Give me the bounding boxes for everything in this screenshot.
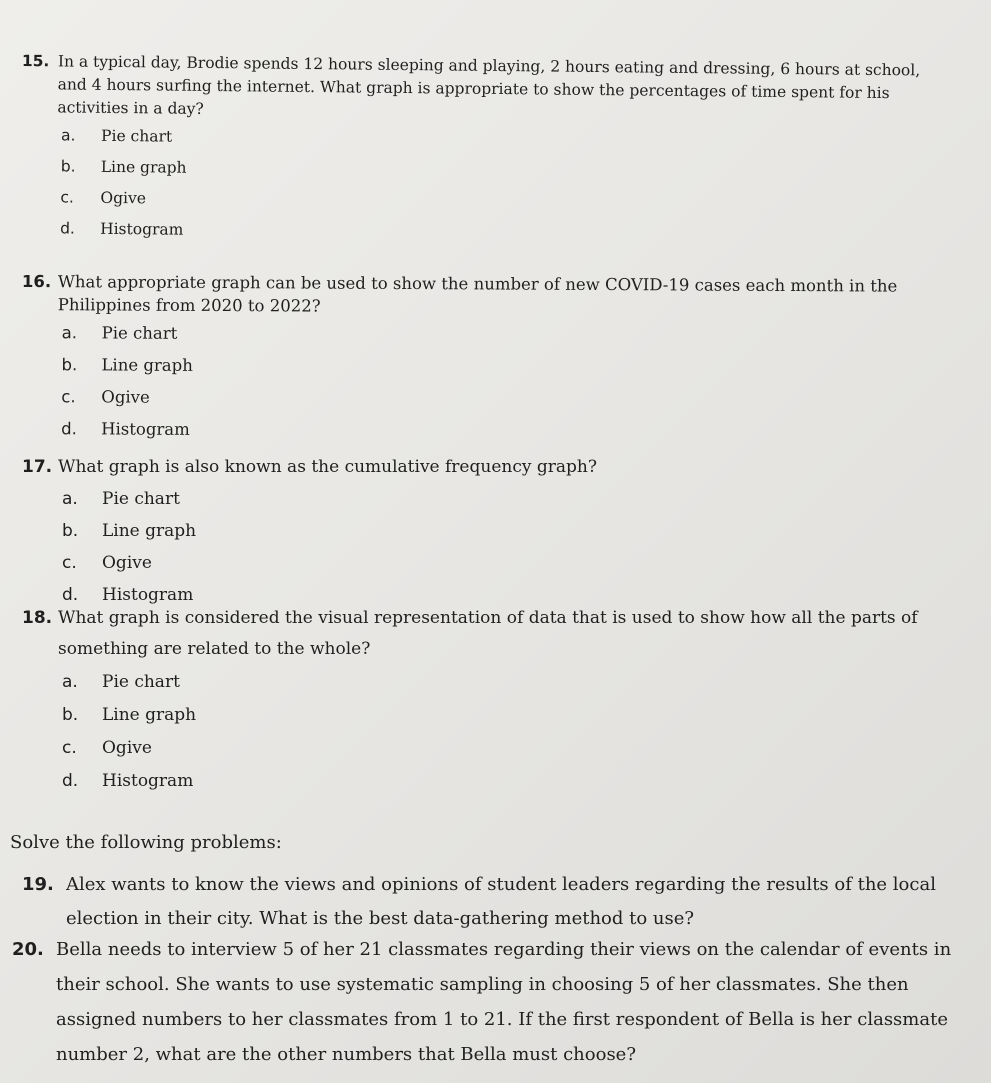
problem-19 (22, 868, 952, 936)
option-c (62, 731, 952, 764)
option-letter: b. (61, 354, 78, 374)
option-letter: c. (61, 386, 76, 406)
problem-text: Alex wants to know the views and opinions of student leaders regarding the results of the local election in their city. What is the best data-gathering method to use? (66, 874, 936, 929)
option-text: Pie chart (102, 671, 180, 692)
option-letter: c. (62, 553, 77, 573)
option-a (62, 483, 952, 515)
question-text: What graph is also known as the cumulative frequency graph? (58, 457, 597, 477)
question-text: What appropriate graph can be used to show the number of new COVID-19 cases each month in the Philippines from 2020 to 2022? (57, 272, 898, 316)
problem-text: Bella needs to interview 5 of her 21 classmates regarding their views on the calendar of events in their school. She wants to use systematic sampling in choosing 5 of her classmates. She then assigned numbers to her classmates from 1 to 21. If the first respondent of Bella is her classmate number 2, what are the other numbers that Bella must choose? (56, 939, 952, 1065)
option-list (61, 316, 952, 449)
option-letter: b. (62, 704, 79, 725)
option-b (62, 698, 952, 731)
problem-number: 19. (22, 874, 54, 895)
option-letter: d. (60, 218, 76, 238)
option-text: Line graph (101, 354, 193, 375)
option-list (62, 483, 952, 611)
option-letter: d. (61, 418, 77, 438)
question-number: 18. (22, 608, 53, 628)
option-text: Histogram (101, 418, 190, 439)
option-text: Pie chart (101, 126, 173, 146)
question-18 (22, 603, 952, 797)
option-b (61, 348, 951, 385)
option-letter: d. (62, 585, 79, 605)
option-d (61, 412, 951, 449)
problem-number: 20. (12, 939, 44, 960)
option-letter: c. (62, 737, 77, 758)
option-d (62, 764, 952, 797)
question-text: What graph is considered the visual representation of data that is used to show how all the parts of something are related to the whole? (58, 608, 918, 659)
option-c (62, 547, 952, 579)
option-text: Line graph (102, 704, 197, 725)
option-letter: b. (60, 156, 76, 176)
option-text: Ogive (101, 386, 150, 407)
option-text: Ogive (102, 737, 152, 758)
option-a (62, 665, 952, 698)
question-17 (22, 452, 952, 611)
option-text: Line graph (102, 521, 197, 541)
option-letter: c. (60, 187, 75, 207)
option-letter: d. (62, 770, 79, 791)
problem-20 (12, 932, 952, 1072)
question-18-stem (22, 603, 952, 665)
option-letter: a. (62, 671, 78, 692)
option-text: Histogram (102, 770, 194, 791)
problem-19-stem (22, 868, 952, 936)
option-text: Ogive (102, 553, 152, 573)
option-list (62, 665, 952, 797)
option-b (62, 515, 952, 547)
problem-20-stem (12, 932, 952, 1072)
question-number: 15. (21, 51, 50, 71)
option-text: Line graph (100, 157, 187, 177)
option-text: Ogive (100, 188, 147, 207)
question-number: 17. (22, 457, 53, 477)
option-letter: a. (61, 125, 76, 145)
option-letter: a. (61, 322, 78, 342)
question-text: In a typical day, Brodie spends 12 hours sleeping and playing, 2 hours eating and dressing, 6 hours at school, and 4 hours surfing the internet. What graph is appropriate to show the percentages of time spent for his activities in a day? (57, 52, 921, 118)
option-text: Histogram (102, 585, 194, 605)
question-16-stem (22, 270, 952, 321)
question-17-stem (22, 452, 952, 483)
option-text: Pie chart (102, 489, 180, 509)
option-letter: a. (62, 489, 78, 509)
option-letter: b. (62, 521, 79, 541)
option-text: Pie chart (101, 322, 178, 343)
question-number: 16. (21, 271, 52, 292)
option-a (62, 316, 952, 353)
option-c (61, 380, 951, 417)
question-16 (21, 270, 952, 449)
option-list (60, 119, 951, 252)
option-text: Histogram (100, 219, 184, 239)
section-heading: Solve the following problems: (10, 832, 282, 853)
question-15 (20, 50, 952, 253)
question-15-stem (21, 50, 952, 129)
